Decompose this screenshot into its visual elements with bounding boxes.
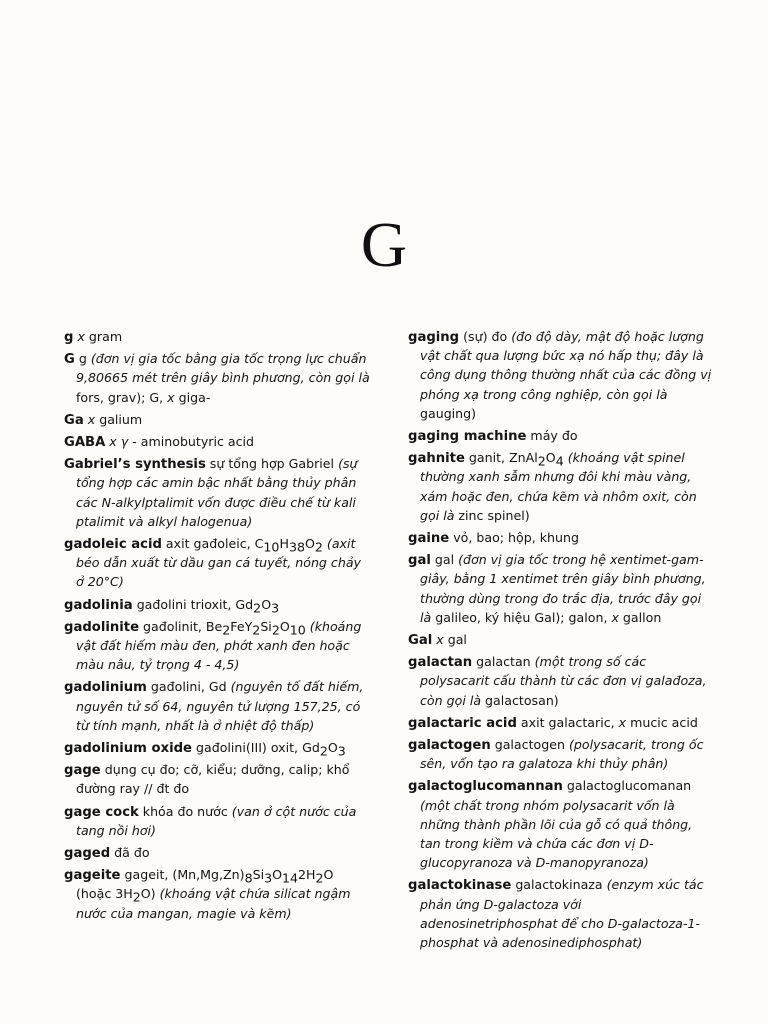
dictionary-entry: [408, 328, 714, 424]
dictionary-entry: [64, 866, 370, 924]
entry-definition: giga-: [174, 389, 211, 405]
dictionary-entry: [408, 736, 714, 774]
subscript: 2: [315, 870, 324, 886]
entry-definition: máy đo: [526, 428, 578, 444]
entry-definition: galactoglucomanan: [562, 778, 692, 794]
dictionary-entry: [408, 631, 714, 650]
entry-definition: gal: [430, 552, 459, 568]
entry-definition: O: [304, 536, 315, 552]
dictionary-entry: [408, 427, 714, 446]
entry-headword: G: [64, 352, 75, 368]
entry-definition: g: [74, 351, 91, 367]
entry-note: x: [167, 389, 175, 405]
subscript: 8: [244, 870, 253, 886]
entry-definition: O: [327, 740, 338, 756]
right-column: [408, 328, 714, 956]
entry-note: (đơn vị gia tốc trong hệ xentimet-gam-giây, bằng 1 xentimet trên giây bình phương, thường dùng trong đo trắc địa, trước đây gọi là: [420, 552, 706, 625]
entry-definition: gallon: [618, 609, 662, 625]
entry-headword: galactoglucomannan: [408, 779, 563, 795]
entry-headword: g: [64, 330, 74, 345]
entry-headword: gaging: [408, 330, 460, 345]
entry-definition: galileo, ký hiệu Gal); galon,: [435, 609, 612, 625]
entry-definition: O: [279, 618, 290, 634]
entry-definition: vỏ, bao; hộp, khung: [449, 530, 579, 546]
subscript: 2: [252, 622, 261, 638]
entry-headword: Gabriel’s synthesis: [64, 457, 206, 473]
dictionary-entry: [64, 596, 370, 615]
entry-definition: O): [140, 886, 160, 902]
entry-definition: axit galactaric,: [516, 714, 619, 730]
entry-definition: (sự) đo: [459, 329, 512, 344]
entry-headword: gadolinium: [64, 680, 147, 696]
entry-headword: galactokinase: [408, 878, 512, 894]
entry-definition: đã đo: [110, 845, 150, 861]
entry-definition: gageit, (Mn,Mg,Zn): [120, 867, 245, 883]
entry-definition: O (hoặc 3H: [76, 867, 334, 902]
entry-definition: gauging): [420, 405, 477, 421]
subscript: 2: [253, 600, 262, 616]
entry-headword: galactaric acid: [408, 715, 517, 731]
entry-note: (một trong số các polysacarit cấu thành từ các đơn vị galađoza, còn gọi là: [420, 654, 707, 708]
entry-definition: gađolini, Gd: [146, 679, 231, 695]
entry-definition: sự tổng hợp Gabriel: [205, 456, 339, 472]
dictionary-entry: [408, 653, 714, 711]
entry-headword: gaging machine: [408, 429, 527, 445]
entry-headword: GABA: [64, 435, 106, 451]
dictionary-entry: [64, 433, 370, 452]
dictionary-entry: [64, 350, 370, 408]
entry-note: (đo độ dày, mật độ hoặc lượng vật chất qua lượng bức xạ nó hấp thụ; đây là công dụng thông thường nhất của các đồng vị phóng xạ trong công nghiệp, còn gọi là: [420, 329, 712, 402]
entry-definition: O: [261, 596, 272, 612]
entry-note: x: [618, 714, 627, 730]
entry-headword: gaged: [64, 846, 111, 862]
entry-definition: gram: [84, 329, 123, 344]
entry-definition: fors, grav); G,: [76, 389, 168, 405]
entry-note: x γ: [105, 434, 129, 450]
subscript: 14: [282, 870, 299, 886]
entry-definition: 2H: [298, 867, 316, 883]
entry-note: (axit béo dẫn xuất từ dầu gan cá tuyết, nóng chảy ở 20°C): [76, 536, 362, 590]
entry-definition: gađolini trioxit, Gd: [132, 596, 254, 612]
subscript: 10: [289, 622, 306, 638]
entry-definition: Si: [252, 867, 265, 883]
dictionary-entry: [64, 739, 370, 758]
dictionary-entry: [64, 803, 370, 841]
subscript: 2: [537, 453, 546, 469]
entry-headword: gadolinia: [64, 597, 133, 613]
entry-headword: gadoleic acid: [64, 537, 162, 553]
entry-headword: Gal: [408, 633, 433, 649]
dictionary-entry: [64, 761, 370, 799]
entry-definition: H: [279, 536, 289, 552]
dictionary-entry: [408, 529, 714, 548]
entry-note: x: [73, 329, 85, 344]
dictionary-entry: [64, 455, 370, 532]
entry-headword: gaine: [408, 531, 450, 547]
subscript: 2: [314, 539, 323, 555]
entry-definition: O: [272, 867, 283, 883]
entry-definition: Si: [260, 618, 272, 634]
section-letter: G: [360, 209, 408, 280]
entry-headword: gage: [64, 763, 101, 779]
dictionary-entry: [64, 844, 370, 863]
entry-note: (khoáng vật spinel thường xanh sẫm nhưng đôi khi màu vàng, xám hoặc đen, chứa kẽm và nhôm oxit, còn gọi là: [420, 450, 697, 523]
entry-headword: galactogen: [408, 738, 491, 754]
dictionary-entry: [408, 714, 714, 733]
subscript: 2: [222, 622, 231, 638]
entry-note: (đơn vị gia tốc bằng gia tốc trọng lực chuẩn 9,80665 mét trên giây bình phương, còn gọi là: [76, 351, 370, 386]
entry-definition: gal: [443, 632, 467, 648]
entry-note: (van ở cột nước của tang nồi hơi): [76, 803, 357, 838]
dictionary-entry: [408, 777, 714, 873]
entry-definition: zinc spinel): [458, 507, 530, 523]
entry-definition: gađolini(III) oxit, Gd: [191, 740, 320, 756]
entry-note: (khoáng vật chứa silicat ngậm nước của mangan, magie và kẽm): [76, 886, 351, 921]
dictionary-entry: [64, 328, 370, 347]
entry-definition: khóa đo nước: [138, 803, 232, 819]
entry-note: (một chất trong nhóm polysacarit vốn là những thành phần lõi của gỗ có quả thông, tan trong kiềm và chứa các đơn vị D-glucopyranoza và D-manopyranoza): [420, 797, 693, 871]
entry-definition: galactosan): [485, 692, 559, 708]
entry-headword: gageite: [64, 868, 121, 884]
dictionary-entry: [64, 678, 370, 736]
entry-note: x: [611, 609, 619, 625]
entry-headword: gadolinite: [64, 619, 140, 635]
entry-definition: dụng cụ đo; cỡ, kiểu; dưỡng, calip; khổ đường ray // đt đo: [76, 762, 350, 797]
entry-definition: galactokinaza: [511, 877, 607, 893]
entry-definition: - aminobutyric acid: [128, 434, 255, 450]
subscript: 38: [288, 539, 305, 555]
entry-headword: gage cock: [64, 804, 139, 820]
entry-note: (enzym xúc tác phản ứng D-galactoza với adenosinetriphosphat để cho D-galactoza-1-phosphat và adenosinediphosphat): [420, 877, 704, 951]
entry-definition: gađolinit, Be: [139, 618, 223, 634]
dictionary-entry: [64, 535, 370, 593]
entry-definition: galactogen: [490, 737, 569, 753]
dictionary-entry: [408, 449, 714, 526]
entry-definition: galium: [95, 411, 143, 427]
entry-headword: gadolinium oxide: [64, 741, 192, 757]
entry-headword: galactan: [408, 655, 473, 671]
left-column: [64, 328, 370, 927]
dictionary-entry: [64, 411, 370, 430]
entry-note: (nguyên tố đất hiếm, nguyên tử số 64, nguyên tử lượng 157,25, có từ tính mạnh, nhất là ở nhiệt độ thấp): [76, 679, 364, 733]
entry-headword: gal: [408, 553, 431, 569]
entry-definition: axit gađoleic, C: [161, 536, 264, 552]
dictionary-entry: [408, 876, 714, 953]
subscript: 4: [555, 453, 564, 469]
dictionary-entry: [64, 618, 370, 676]
entry-note: (sự tổng hợp các amin bậc nhất bằng thủy phân các N-alkylptalimit vốn được điều chế từ kali ptalimit và alkyl halogenua): [76, 456, 358, 529]
entry-headword: Ga: [64, 412, 84, 428]
entry-note: x: [432, 632, 444, 648]
subscript: 3: [271, 600, 280, 616]
subscript: 2: [132, 890, 141, 906]
entry-definition: FeY: [230, 618, 253, 634]
entry-note: (polysacarit, trong ốc sên, vốn tạo ra galatoza khi thủy phân): [420, 737, 704, 772]
entry-headword: gahnite: [408, 451, 465, 467]
subscript: 2: [271, 622, 280, 638]
entry-note: (khoáng vật đất hiếm màu đen, phớt xanh đen hoặc màu nâu, tỷ trọng 4 - 4,5): [76, 618, 362, 673]
entry-definition: mucic acid: [626, 714, 698, 730]
subscript: 2: [319, 743, 328, 759]
subscript: 10: [263, 539, 280, 555]
dictionary-entry: [408, 551, 714, 628]
subscript: 3: [337, 743, 346, 759]
entry-note: x: [83, 411, 96, 427]
entry-definition: galactan: [472, 654, 535, 670]
entry-definition: O: [545, 450, 556, 466]
entry-definition: ganit, ZnAl: [464, 450, 538, 466]
subscript: 3: [264, 870, 273, 886]
